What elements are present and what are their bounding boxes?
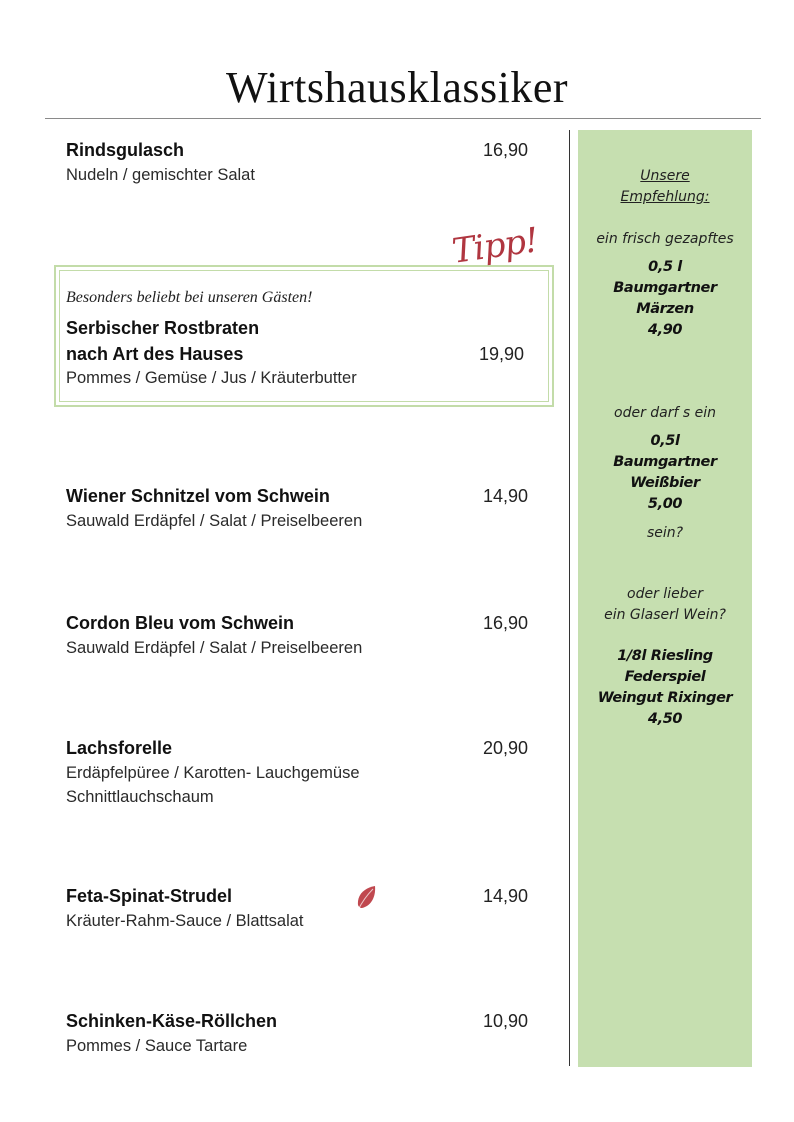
wine-price: 4,50 xyxy=(647,711,683,727)
item-description: Pommes / Sauce Tartare xyxy=(66,1037,248,1055)
item-description: Kräuter-Rahm-Sauce / Blattsalat xyxy=(66,912,304,930)
item-description: Sauwald Erdäpfel / Salat / Preiselbeeren xyxy=(66,639,363,657)
item-name: Cordon Bleu vom Schwein xyxy=(66,613,295,633)
tip-item-price: 19,90 xyxy=(478,344,524,364)
title-divider xyxy=(45,118,761,119)
tip-item-name-line1: Serbischer Rostbraten xyxy=(66,318,260,338)
item-description-line2: Schnittlauchschaum xyxy=(66,788,214,806)
wheat-size: 0,5l xyxy=(650,433,680,449)
wine-size: 1/8l Riesling xyxy=(617,648,713,664)
item-price: 14,90 xyxy=(482,886,528,906)
beer-name-line2: Märzen xyxy=(636,301,694,317)
item-name: Schinken-Käse-Röllchen xyxy=(66,1011,278,1031)
beer-price: 4,90 xyxy=(647,322,683,338)
beer-name: Baumgartner xyxy=(613,280,717,296)
wine-intro-line2: ein Glaserl Wein? xyxy=(604,607,726,623)
column-divider xyxy=(569,130,570,1066)
item-price: 16,90 xyxy=(482,140,528,160)
sidebar-heading-line2: Empfehlung: xyxy=(620,189,710,205)
item-name: Wiener Schnitzel vom Schwein xyxy=(66,486,330,506)
tip-item-name-line2: nach Art des Hauses xyxy=(66,344,244,364)
wine-name: Federspiel xyxy=(624,669,706,685)
item-price: 20,90 xyxy=(482,738,528,758)
vegetarian-leaf-icon xyxy=(354,884,378,912)
wheat-price: 5,00 xyxy=(647,496,683,512)
item-name: Feta-Spinat-Strudel xyxy=(66,886,233,906)
item-price: 14,90 xyxy=(482,486,528,506)
page-title: Wirtshausklassiker xyxy=(225,63,569,112)
wheat-name-line2: Weißbier xyxy=(630,475,700,491)
wheat-name: Baumgartner xyxy=(613,454,717,470)
wine-name-line2: Weingut Rixinger xyxy=(597,690,733,706)
item-description: Erdäpfelpüree / Karotten- Lauchgemüse xyxy=(66,764,360,782)
beer-intro: ein frisch gezapftes xyxy=(596,231,734,247)
tip-intro: Besonders beliebt bei unseren Gästen! xyxy=(66,289,313,306)
sidebar-heading: Unsere xyxy=(640,168,690,184)
tip-item-name xyxy=(66,315,259,367)
wheat-outro: sein? xyxy=(646,525,684,541)
item-description: Sauwald Erdäpfel / Salat / Preiselbeeren xyxy=(66,512,363,530)
item-description: Nudeln / gemischter Salat xyxy=(66,166,255,184)
beer-size: 0,5 l xyxy=(648,259,682,275)
item-price: 16,90 xyxy=(482,613,528,633)
wheat-intro: oder darf s ein xyxy=(614,405,716,421)
item-name: Rindsgulasch xyxy=(66,140,185,160)
wine-intro: oder lieber xyxy=(627,586,703,602)
tip-item-description: Pommes / Gemüse / Jus / Kräuterbutter xyxy=(66,369,357,387)
item-price: 10,90 xyxy=(482,1011,528,1031)
item-name: Lachsforelle xyxy=(66,738,173,758)
tip-mark: Tipp! xyxy=(449,220,541,272)
